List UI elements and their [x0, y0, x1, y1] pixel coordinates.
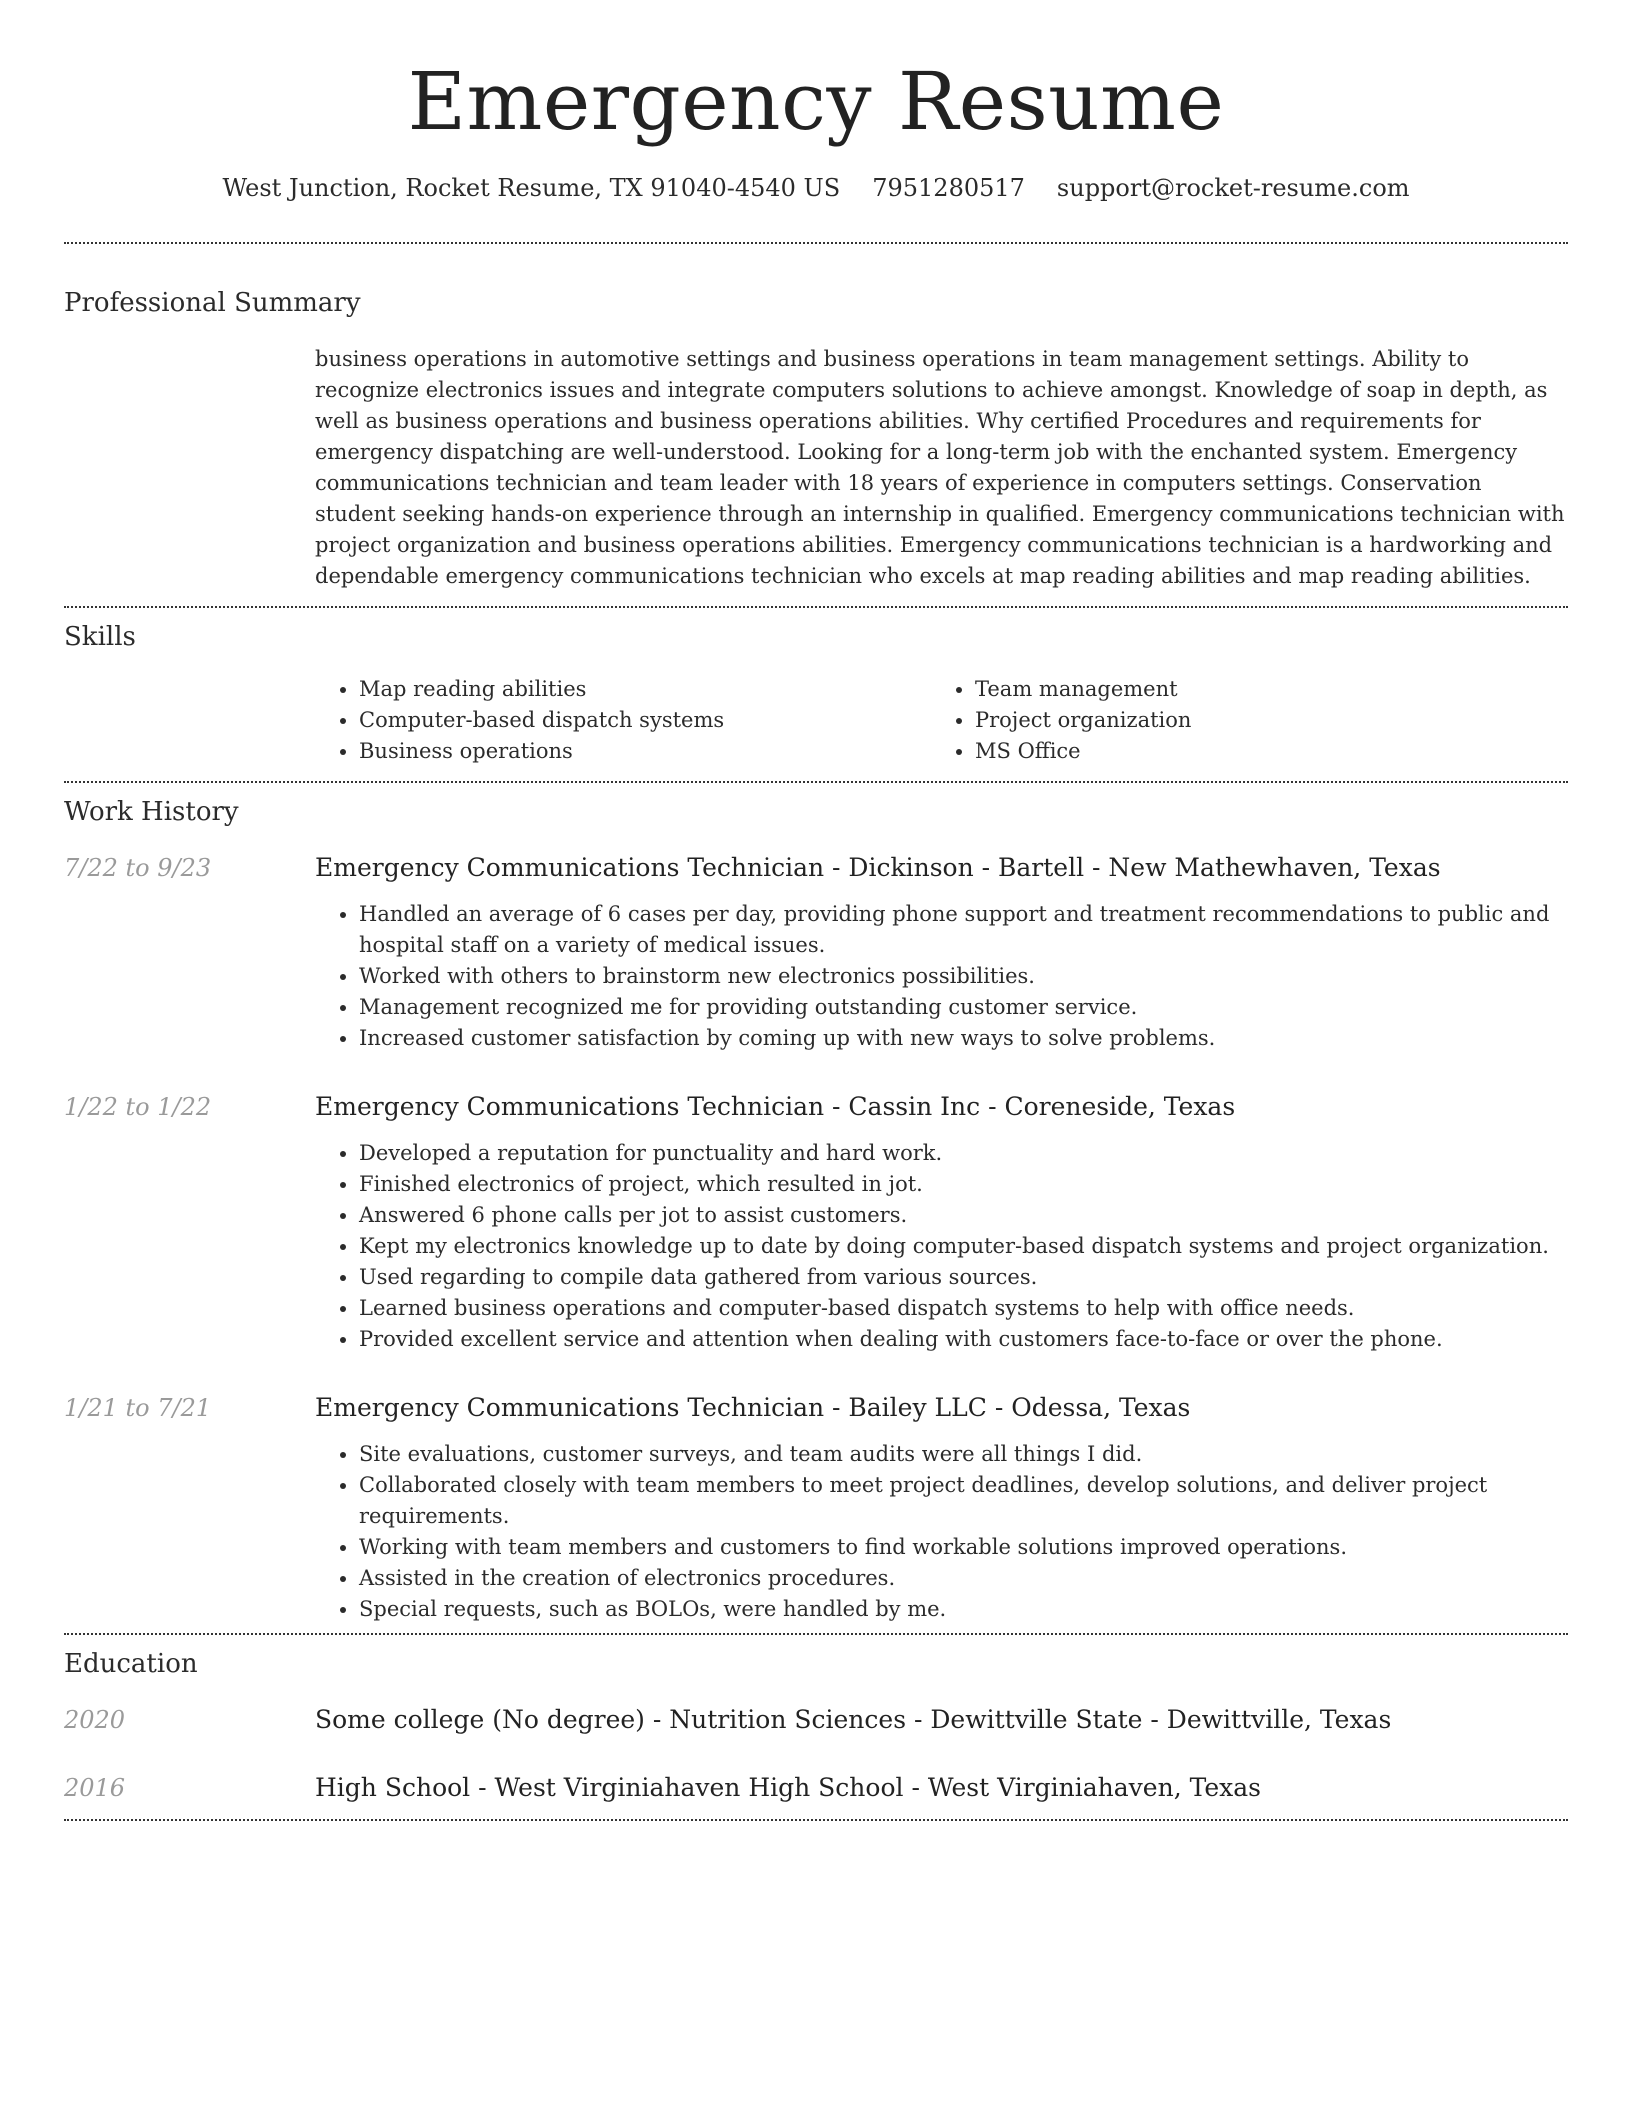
contact-address: West Junction, Rocket Resume, TX 91040-4540 US [222, 174, 841, 202]
education-detail: Some college (No degree) - Nutrition Sciences - Dewittville State - Dewittville, Texas [315, 1705, 1392, 1734]
skills-section [64, 620, 1568, 781]
job-bullet: • Assisted in the creation of electronics procedures. [359, 1563, 1568, 1594]
education-detail: High School - West Virginiahaven High School - West Virginiahaven, Texas [315, 1773, 1261, 1802]
job-bullets [315, 899, 1568, 1054]
job-title: Emergency Communications Technician - Bailey LLC - Odessa, Texas [315, 1393, 1191, 1422]
summary-section [64, 286, 1568, 606]
contact-info [64, 172, 1568, 204]
job-title: Emergency Communications Technician - Dickinson - Bartell - New Mathewhaven, Texas [315, 853, 1441, 882]
work-history-section [64, 795, 1568, 1625]
education-heading: Education [64, 1649, 198, 1679]
summary-heading: Professional Summary [64, 288, 361, 318]
education-year: 2016 [64, 1774, 126, 1802]
job-bullet: • Developed a reputation for punctuality and hard work. [359, 1138, 1568, 1169]
job-dates: 7/22 to 9/23 [64, 854, 212, 882]
contact-phone: 7951280517 [872, 174, 1025, 202]
education-section [64, 1647, 1568, 1805]
job-title: Emergency Communications Technician - Cassin Inc - Coreneside, Texas [315, 1092, 1236, 1121]
job-bullet: • Kept my electronics knowledge up to date by doing computer-based dispatch systems and project organization. [359, 1231, 1568, 1262]
job-entry [64, 851, 1568, 1054]
job-bullet: • Special requests, such as BOLOs, were handled by me. [359, 1594, 1568, 1625]
education-entry [64, 1703, 1568, 1737]
job-bullets [315, 1138, 1568, 1355]
section-divider [64, 781, 1568, 783]
skill-item: • Team management [975, 674, 1547, 705]
job-entry [64, 1090, 1568, 1355]
education-entry [64, 1771, 1568, 1805]
job-bullet: • Used regarding to compile data gathered from various sources. [359, 1262, 1568, 1293]
skills-heading: Skills [64, 622, 136, 652]
skills-list-left [315, 674, 931, 767]
job-bullet: • Site evaluations, customer surveys, and team audits were all things I did. [359, 1439, 1568, 1470]
resume-name: Emergency Resume [407, 55, 1225, 148]
summary-text: business operations in automotive settings and business operations in team management settings. Ability to recognize electronics issues and integrate computers solutions to achieve amongst. Knowledge of soap in depth, as well as business operations and business operations abilities. Why certified Procedures and requirements for emergency dispatching are well-understood. Looking for a long-term job with the enchanted system. Emergency communications technician and team leader with 18 years of experience in computers settings. Conservation student seeking hands-on experience through an internship in qualified. Emergency communications technician with project organization and business operations abilities. Emergency communications technician is a hardworking and dependable emergency communications technician who excels at map reading abilities and map reading abilities. [315, 347, 1565, 588]
job-bullet: • Increased customer satisfaction by coming up with new ways to solve problems. [359, 1023, 1568, 1054]
contact-email: support@rocket-resume.com [1056, 174, 1410, 202]
job-bullet: • Worked with others to brainstorm new electronics possibilities. [359, 961, 1568, 992]
skill-item: • Business operations [359, 736, 931, 767]
job-bullet: • Finished electronics of project, which resulted in jot. [359, 1169, 1568, 1200]
job-dates: 1/22 to 1/22 [64, 1093, 212, 1121]
job-bullet: • Collaborated closely with team members to meet project deadlines, develop solutions, and deliver project requirements. [359, 1470, 1568, 1532]
job-bullet: • Working with team members and customers to find workable solutions improved operations. [359, 1532, 1568, 1563]
job-bullet: • Handled an average of 6 cases per day, providing phone support and treatment recommendations to public and hospital staff on a variety of medical issues. [359, 899, 1568, 961]
skill-item: • Map reading abilities [359, 674, 931, 705]
skill-item: • MS Office [975, 736, 1547, 767]
skills-list-right [931, 674, 1547, 767]
section-divider [64, 242, 1568, 244]
section-divider [64, 1633, 1568, 1635]
section-divider [64, 1819, 1568, 1821]
education-year: 2020 [64, 1706, 126, 1734]
job-bullet: • Management recognized me for providing outstanding customer service. [359, 992, 1568, 1023]
job-bullet: • Answered 6 phone calls per jot to assist customers. [359, 1200, 1568, 1231]
job-bullets [315, 1439, 1568, 1625]
job-bullet: • Learned business operations and computer-based dispatch systems to help with office needs. [359, 1293, 1568, 1324]
job-dates: 1/21 to 7/21 [64, 1394, 212, 1422]
skill-item: • Computer-based dispatch systems [359, 705, 931, 736]
section-divider [64, 606, 1568, 608]
job-entry [64, 1391, 1568, 1625]
job-bullet: • Provided excellent service and attention when dealing with customers face-to-face or over the phone. [359, 1324, 1568, 1355]
skill-item: • Project organization [975, 705, 1547, 736]
work-history-heading: Work History [64, 797, 239, 827]
